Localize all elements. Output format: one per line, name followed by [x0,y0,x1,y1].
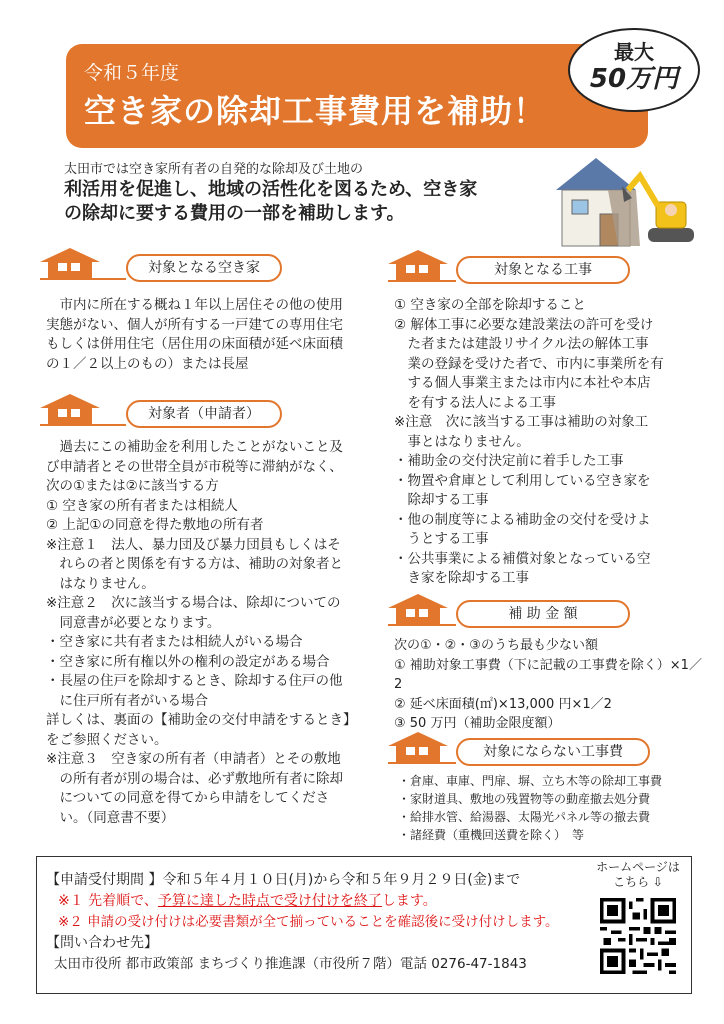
section-label-target-work: 対象となる工事 [456,256,630,284]
section-label-target-house: 対象となる空き家 [126,254,282,282]
text-line: をご参照ください。 [46,731,168,748]
text-line: を有する法人による工事 [394,394,556,411]
demolition-illustration [548,150,698,250]
application-period: 【申請受付期間 】令和５年４月１０日(月)から令和５年９月２９日(金)まで [46,872,521,888]
text-line: ② 上記①の同意を得た敷地の所有者 [46,517,264,533]
text-line: ・倉庫、車庫、門扉、塀、立ち木等の除却工事費 [398,774,663,788]
badge-line1: 最大 [614,40,654,64]
text-line: についての同意を得てから申請をしてくださ [46,790,330,806]
banner-year: 令和５年度 [84,62,180,84]
text-line: ・諸経費（重機回送費を除く） 等 [398,828,585,842]
text-line: ※注意２ 次に該当する場合は、除却についての [46,595,341,611]
house-roof [556,158,636,190]
text-line: 次の①または②に該当する方 [46,478,219,494]
homepage-caption [586,860,690,890]
text-line: の１／２以上のもの）または長屋 [46,355,249,372]
text-line: 市内に所在する概ね１年以上居住その他の使用 [59,297,343,313]
section-label-amount: 補 助 金 額 [456,600,630,628]
homepage-line2: こちら ⇩ [613,875,663,889]
text-line: はなりません。 [46,575,155,592]
text-line: ① 空き家の所有者または相続人 [46,497,238,514]
section-underline [388,280,456,282]
text-line: れらの者と関係を有する方は、補助の対象者と [46,556,343,572]
text-line: 過去にこの補助金を利用したことがないこと及 [59,439,343,455]
text-line: ※注意１ 法人、暴力団及び暴力団員もしくはそ [46,536,341,553]
text-line: ② 解体工事に必要な建設業法の許可を受け [394,316,654,333]
note-1-suffix: します。 [381,893,437,909]
section-underline [40,278,126,280]
text-line: 次の①・②・③のうち最も少ない額 [394,638,598,653]
text-line: び申請者とその世帯全員が市税等に滞納がなく、 [46,458,343,475]
text-line: ※注意３ 空き家の所有者（申請者）とその敷地 [46,751,341,767]
text-line: 実態がない、個人が所有する一戸建ての専用住宅 [46,316,343,333]
text-line: た者または建設リサイクル法の解体工事 [394,336,649,352]
note-2: ※２ 申請の受け付けは必要書類が全て揃っていることを確認後に受け付けします。 [58,914,559,930]
section-house-icon [388,250,448,280]
section-house-icon [388,732,448,762]
text-line: ・長屋の住戸を除却するとき、除却する住戸の他 [46,673,343,689]
text-line: もしくは併用住宅（居住用の床面積が延べ床面積 [46,336,343,352]
target-house-text [46,296,376,374]
text-line: 詳しくは、裏面の【補助金の交付申請をするとき】 [46,712,357,728]
text-line: 同意書が必要となります。 [46,614,221,631]
section-underline [388,624,456,626]
text-line: ・空き家に共有者または相続人がいる場合 [46,634,303,650]
text-line: の所有者が別の場合は、必ず敷地所有者に除却 [46,770,343,787]
info-text [46,870,586,975]
excluded-text [398,772,698,844]
contact-info: 太田市役所 都市政策部 まちづくり推進課（市役所７階）電話 0276-47-1843 [54,956,527,972]
section-label-applicant: 対象者（申請者） [126,400,282,428]
intro-line2: 利活用を促進し、地域の活性化を図るため、空き家 [64,179,478,200]
section-house-icon [40,394,100,424]
note-1-prefix: ※１ 先着順で、 [58,893,158,909]
text-line: うとする工事 [394,531,489,547]
text-line: ・物置や倉庫として利用している空き家を [394,472,651,489]
section-underline [40,424,126,426]
max-amount-badge [568,28,700,112]
text-line: き家を除却する工事 [394,570,529,586]
text-line: ・公共事業による補償対象となっている空 [394,550,651,567]
text-line: に住戸所有者がいる場合 [46,692,208,709]
intro-line3: の除却に要する費用の一部を補助します。 [64,203,405,224]
section-label-excluded: 対象にならない工事費 [456,738,650,766]
text-line: ※注意 次に該当する工事は補助の対象工 [394,414,649,430]
applicant-text [46,438,380,828]
section-house-icon [388,594,448,624]
text-line: する個人事業主または市内に本社や本店 [394,375,651,391]
target-work-text [394,296,694,589]
section-underline [388,762,456,764]
text-line: ・空き家に所有権以外の権利の設定がある場合 [46,653,330,670]
house-window [572,200,588,214]
section-house-icon [40,248,100,278]
badge-line2: 50万円 [589,64,679,94]
page-title: 空き家の除却工事費用を補助！ [84,92,547,130]
text-line: ③ 50 万円（補助金限度額） [394,716,561,731]
qr-code-icon[interactable] [600,898,676,974]
excavator-track [648,228,694,242]
text-line: ・給排水管、給湯器、太陽光パネル等の撤去費 [398,810,651,824]
note-1 [46,891,586,912]
text-line: 業の登録を受けた者で、市内に事業所を有 [394,355,664,372]
text-line: ・家財道具、敷地の残置物等の動産撤去処分費 [398,792,651,806]
intro-line1: 太田市では空き家所有者の自発的な除却及び土地の [64,162,364,177]
text-line: ・補助金の交付決定前に着手した工事 [394,453,624,469]
amount-text [394,636,704,734]
text-line: ① 空き家の全部を除却すること [394,297,586,313]
text-line: ・他の制度等による補助金の交付を受けよ [394,511,651,528]
text-line: い。（同意書不要） [46,809,175,826]
text-line: 事とはなりません。 [394,433,530,450]
text-line: 除却する工事 [394,492,489,508]
contact-title: 【問い合わせ先】 [46,935,158,951]
intro-lead [64,178,534,226]
note-1-underlined: 予算に達した時点で受け付けを終了 [157,893,382,909]
text-line: ② 延べ床面積(㎡)×13,000 円×1／2 [394,696,612,712]
worker-face [665,204,677,216]
text-line: ① 補助対象工事費（下に記載の工事費を除く）×1／2 [394,657,702,692]
homepage-line1: ホームページは [596,860,680,874]
